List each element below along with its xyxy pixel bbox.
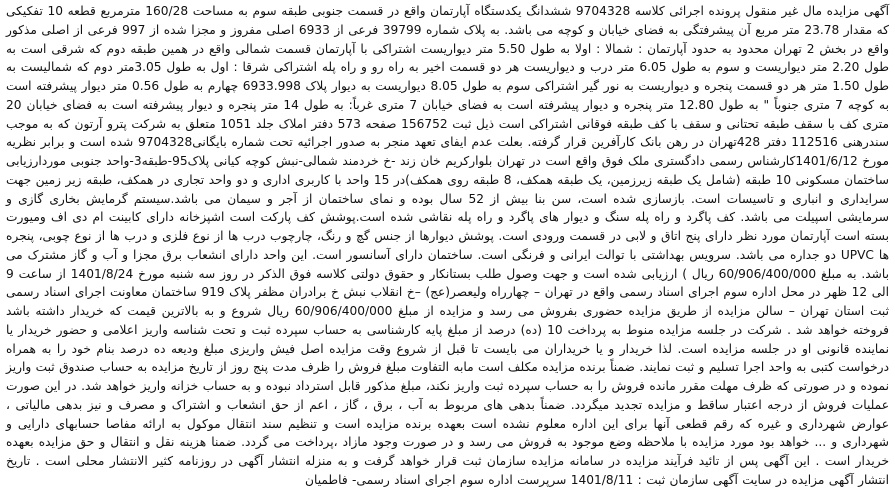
auction-notice-text: آگهی مزایده مال غیر منقول پرونده اجرائی کلاسه 9704328 ششدانگ یکدستگاه آپارتمان واقع در قسمت جنوبی طبقه سوم به مساحت 160/28 مترمربع قطعه 10 تفکیکی که مقدار 23.78 متر مربع آن پیشرفتگی به فضای خیابان و کوچه می باشد. به پلاک شماره 39799 فرعی از 6933 اصلی مفروز و مجزا شده از 997 فرعی از اصلی مذکور واقع در بخش 2 تهران محدود به حدود آپارتمان : شمالا : اولا به طول 5.50 متر دیواریست اشتراکی با آپارتمان قسمت شمالی واقع در همین طبقه دوم که شرقی است به طول 2.20 متر دیواریست و سوم به طول 6.05 متر درب و دیواریست هر دو قسمت اخیر به راه رو و راه پله اشتراکی شرقا : اول به طول 3.05متر دوم که شمالیست به طول 1.50 متر هر دو قسمت پنجره و دیواریست به نور گیر اشتراکی سوم به طول 8.05 دیواریست به دیوار پلاک 6933.998 چهارم به طول 0.56 متر دیوار پیشرفته است به کوچه 7 متری جنوباً " به طول 12.80 متر پنجره و دیوار پیشرفته است به فضای خیابان 7 متری غرباً: به طول 14 متر پنجره و دیوار پیشرفته است به فضای خیابان 20 متری کف با سقف طبقه تحتانی و سقف با کف طبقه فوقانی اشتراکی است ذیل ثبت 156752 صفحه 573 دفتر املاک جلد 1051 متعلق به شرکت پترو آرتون که به موجب سندرهنی 112516 دفتر 428تهران در رهن بانک کارآفرین قرار گرفته. بعلت عدم ایفای تعهد منجر به صدور اجرائیه تحت شماره بایگانی9704328 شده است و برابر نظریه مورخ 1401/6/12کارشناس رسمی دادگستری ملک فوق واقع است در تهران بلوارکریم خان زند -خ خردمند شمالی-نبش کوچه کیانی پلاک95-طبقه3-واحد جنوبی موردارزیابی ساختمان مسکونی 10 طبقه (شامل یک طبقه زیرزمین، یک طبقه همکف، 8 طبقه روی همکف)در 15 واحد با کاربری اداری و دو واحد تجاری در همکف، طبقه زیر زمین جهت سرایداری و انباری و تاسیسات است. بازسازی شده است، سن بنا بیش از 52 سال بوده و نمای ساختمان از آجر و سیمان می باشد.سیستم گرمایش بخاری گازی و سرمایشی اسپیلت می باشد. کف پاگرد و راه پله سنگ و دیوار های پاگرد و راه پله نقاشی شده است.پوشش کف پارکت است اشپزخانه دارای کابینت ام دی اف ومیورت بسته است آپارتمان مورد نظر دارای پنج اتاق و لابی در قسمت ورودی است. پوشش دیوارها از جنس گچ و رنگ، چارچوب درب ها از نوع فلزی و درب ها از نوع چوبی، پنجره ها UPVC دو جداره می باشد. سرویس بهداشتی با توالت ایرانی و فرنگی است. ساختمان دارای آسانسور است. این واحد دارای انشعاب برق مجزا و آب و گاز مشترک می باشد. به مبلغ 60/906/400/000 ریال ) ارزیابی شده است و جهت وصول طلب بستانکار و حقوق دولتی کلاسه فوق الذکر در روز سه شنبه مورخ 1401/8/24 از ساعت 9 الی 12 ظهر در محل اداره سوم اجرای اسناد رسمی واقع در تهران – چهارراه ولیعصر(عج) –خ انقلاب نبش خ برادران مظفر پلاک 919 ساختمان معاونت اجرای اسناد رسمی ثبت استان تهران – سالن مزایده از طریق مزایده حضوری بفروش می رسد و مزایده از مبلغ 60/906/400/000 ریال شروع و به بالاترین قیمت که خریدار داشته باشد فروخته خواهد شد . شرکت در جلسه مزایده منوط به پرداخت 10 (ده) درصد از مبلغ پایه کارشناسی به حساب سپرده ثبت و تحت شناسه واریز اعلامی و حضور خریدار یا نماینده قانونی او در جلسه مزایده است. لذا خریدار و یا خریداران می بایست تا قبل از شروع وقت مزایده اصل فیش واریزی مبلغ ودیعه ده درصد بنام خود را به همراه درخواست کتبی به واحد اجرا تسلیم و ثبت نمایند. ضمناً برنده مزایده مکلف است مابه التفاوت مبلغ فروش را ظرف مدت پنج روز از تاریخ مزایده به حساب صندوق ثبت واریز نموده و در صورتی که ظرف مهلت مقرر مانده فروش را به حساب سپرده ثبت واریز نکند، مبلغ مذکور قابل استرداد نبوده و به حساب خزانه واریز خواهد شد. در این صورت عملیات فروش از درجه اعتبار ساقط و مزایده تجدید میگردد. ضمناً بدهی های مربوط به آب ، برق ، گاز ، اعم از حق انشعاب و اشتراک و مصرف و نیز بدهی مالیاتی ، عوارض شهرداری و غیره که رقم قطعی آنها برای این اداره معلوم نشده است بعهده برنده مزایده است و تنظیم سند انتقال موکول به ارائه مفاصا حسابهای دارایی و شهرداری و ... خواهد بود مورد مزایده با ملاحظه وضع موجود به فروش می رسد و در صورت وجود مازاد ،پرداخت می گردد. ضمنا هزینه نقل و انتقال و حق مزایده بعهده خریدار است . این آگهی پس از تائید فرآیند مزایده در سامانه مزایده سازمان ثبت قرار خواهد گرفت و به منزله انتشار آگهی در روزنامه کثیر الانتشار محلی است . تاریخ انتشار آگهی مزایده در سایت آگهی سازمان ثبت : 1401/8/11 سرپرست اداره سوم اجرای اسناد رسمی- فاطمیان (6, 4, 890, 487)
